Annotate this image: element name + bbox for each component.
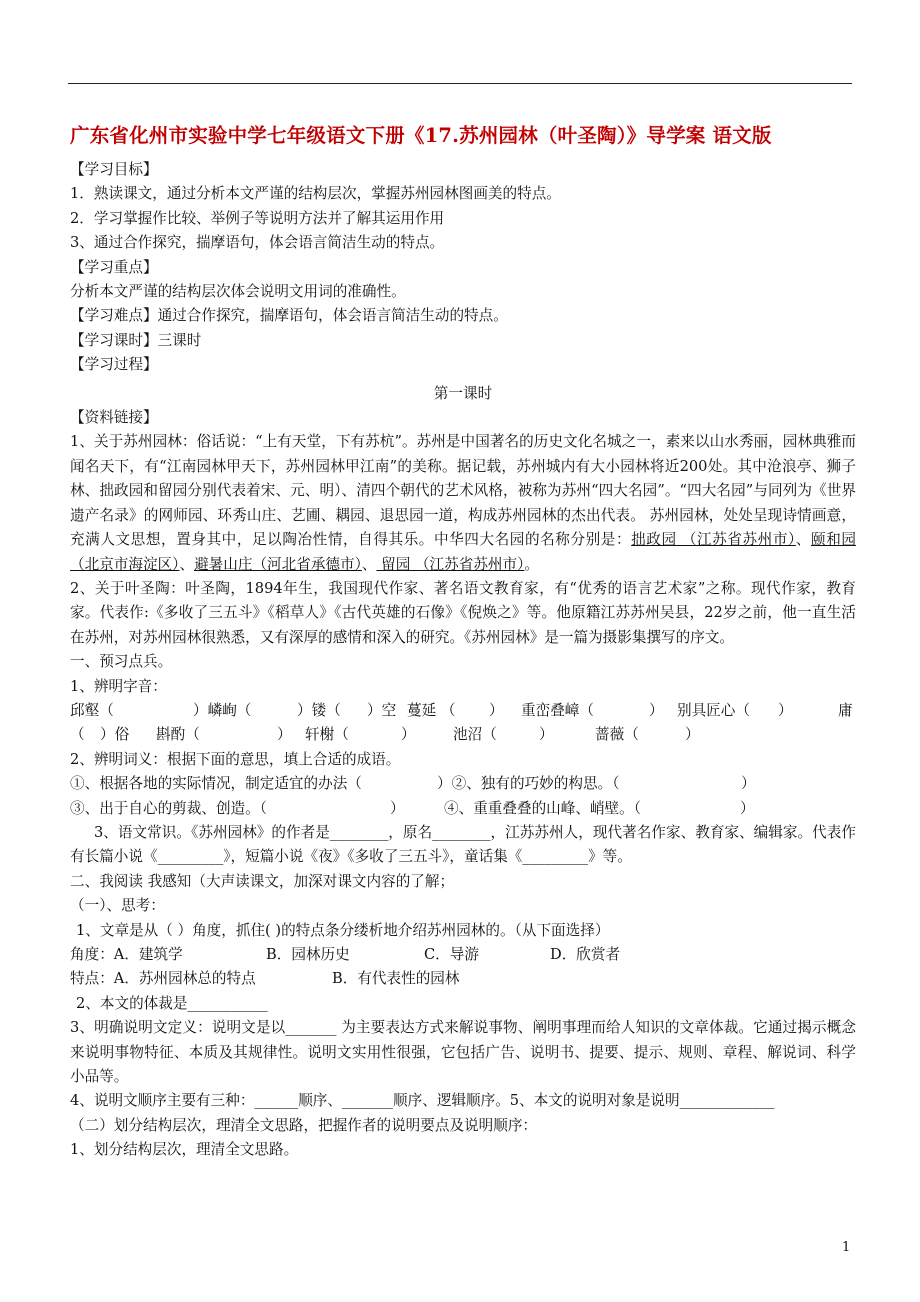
pinyin-blank: 轩榭（ [305,726,349,744]
difficulty: 【学习难点】通过合作探究，揣摩语句，体会语言简洁生动的特点。 [70,307,508,325]
pinyin-blank: 斟酌（ [156,726,200,744]
class-hours: 【学习课时】三课时 [70,331,202,349]
idiom-blank: ①、根据各地的实际情况，制定适宜的办法（ [70,775,362,793]
idiom-row-2 [70,797,856,821]
separator: 、 [179,555,195,573]
key-text: 分析本文严谨的结构层次体会说明文用词的准确性。 [70,283,406,301]
idiom-blank: ） [740,799,755,817]
option: D．欣赏者 [550,946,621,963]
goal-item: 3、通过合作探究，揣摩语句，体会语言简洁生动的特点。 [70,234,445,252]
sentence-end: 。 [524,555,540,573]
lesson-heading: 第一课时 [433,384,493,402]
question-4: 4、说明文顺序主要有三种：______顺序、_______顺序、逻辑顺序。5、本文的说明对象是说明_____________ [70,1092,775,1110]
question-5: 1、划分结构层次，理清全文思路。 [70,1141,299,1159]
idiom-blank: ） [390,799,405,817]
question-2: 2、本文的体裁是___________ [76,994,268,1012]
pinyin-blank: ） [649,701,664,719]
garden-name: 避暑山庄（河北省承德市） [194,555,362,573]
pinyin-row-2 [70,723,856,747]
header-rule [68,83,852,84]
idiom-row-1 [70,772,856,796]
goal-item: 1．熟读课文，通过分析本文严谨的结构层次，掌握苏州园林图画美的特点。 [70,185,561,203]
idiom-blank: ）②、独有的巧妙的构思。（ [437,775,620,793]
feature-options [70,967,856,991]
pinyin-blank: ） [401,726,416,744]
pinyin-blank: ） [539,726,554,744]
garden-name: 留园 （江苏省苏州市） [376,555,525,573]
material-text: 1、关于苏州园林：俗话说：“上有天堂，下有苏杭”。苏州是中国著名的历史文化名城之一，素来以山水秀丽，园林典雅而闻名天下，有“江南园林甲天下，苏州园林甲江南”的美称。据记载，苏州城内有大小园林将近200处。其中沧浪亭、狮子林、拙政园和留园分别代表着宋、元、明）、清四个朝代的艺术风格，被称为苏州“四大名园”。“四大名园”与同列为《世界遗产名录》的网师园、环秀山庄、艺圃、耦园、退思园一道，构成苏州园林的杰出代表。 苏州园林，处处呈现诗情画意，充满人文思想，置身其中，足以陶冶性情，自得其乐。中华四大名园的名称分别是： [70,433,856,549]
pinyin-blank: 蔓延 （ [407,701,456,719]
material-paragraph-2: 2、关于叶圣陶：叶圣陶，1894年生，我国现代作家、著名语文教育家，有“优秀的语言艺术家”之称。现代作家，教育家。代表作:《多收了三五斗》《稻草人》《古代英雄的石像》《倪焕之》等。他原籍江苏苏州吴县，22岁之前，他一直生活在苏州，对苏州园林很熟悉，又有深厚的感情和深入的研究。《苏州园林》是一篇为摄影集撰写的序文。 [70,579,856,646]
reading-heading: 二、我阅读 我感知（大声读课文，加深对课文内容的了解； [70,872,455,890]
pinyin-blank: 蔷薇（ [595,726,639,744]
document-body [70,158,856,1163]
pinyin-blank: ）嶙峋（ [193,701,252,719]
option: 角度：A．建筑学 [70,946,183,963]
key-heading: 【学习重点】 [70,258,158,276]
idiom-blank: ） [741,775,756,793]
pinyin-blank: 池沼（ [453,726,497,744]
idiom-blank: ④、重重叠叠的山峰、峭壁。（ [444,799,642,817]
idiom-heading: 2、辨明词义：根据下面的意思，填上合适的成语。 [70,750,401,768]
pinyin-row-1 [70,699,856,723]
pinyin-blank: ）空 [367,701,397,719]
pinyin-blank: ） [489,701,504,719]
pinyin-blank: 重峦叠嶂（ [521,701,594,719]
separator: 、 [361,555,377,573]
pinyin-blank: 庸 [838,701,853,719]
pinyin-blank: 别具匠心（ [677,701,750,719]
material-paragraph-1 [70,430,856,576]
think-heading: （一）、思考： [70,897,165,915]
idiom-blank: ③、出于自心的剪裁、创造。（ [70,799,268,817]
angle-options [70,943,856,967]
pinyin-blank: 邱壑（ [70,701,114,719]
pinyin-blank: ） [778,701,793,719]
page-title: 广东省化州市实验中学七年级语文下册《17.苏州园林（叶圣陶）》导学案 语文版 [70,124,772,147]
goals-heading: 【学习目标】 [70,161,158,178]
pinyin-blank: ）俗 [100,726,130,744]
material-heading: 【资料链接】 [70,409,158,427]
garden-name: 拙政园 （江苏省苏州市） [631,531,796,549]
preview-heading: 一、预习点兵。 [70,653,173,671]
separator: 、 [795,531,812,549]
pinyin-blank: （ [70,726,85,744]
process-heading: 【学习过程】 [70,356,158,374]
goal-item: 2．学习掌握作比较、举例子等说明方法并了解其运用作用 [70,209,445,227]
pinyin-blank: ） [277,726,292,744]
page-number: 1 [842,1240,851,1255]
option: 特点：A．苏州园林总的特点 [70,970,256,988]
option: C．导游 [424,946,479,963]
garden-name: 颐和园 （北京市海淀区） [70,531,856,573]
pinyin-blank: ）镂（ [297,701,341,719]
pinyin-heading: 1、辨明字音： [70,677,167,695]
pinyin-blank: ） [685,726,700,744]
question-1: 1、文章是从（ ）角度，抓住( )的特点条分缕析地介绍苏州园林的。（从下面选择） [76,921,610,939]
option: B．有代表性的园林 [332,970,460,988]
literature-question: 3、语文常识。《苏州园林》的作者是________，原名________，江苏苏州人，现代著名作家、教育家、编辑家。代表作有长篇小说《_________》，短篇小说《夜》《多收了三五斗》，童话集《_________》等。 [70,823,856,866]
question-3: 3、明确说明文定义：说明文是以_______ 为主要表达方式来解说事物、阐明事理而给人知识的文章体裁。它通过揭示概念来说明事物特征、本质及其规律性。说明文实用性很强，它包括广告、说明书、提要、提示、规则、章程、解说词、科学小品等。 [70,1019,856,1086]
option: B．园林历史 [266,946,350,963]
part-two-heading: （二）划分结构层次，理清全文思路，把握作者的说明要点及说明顺序： [70,1116,538,1134]
